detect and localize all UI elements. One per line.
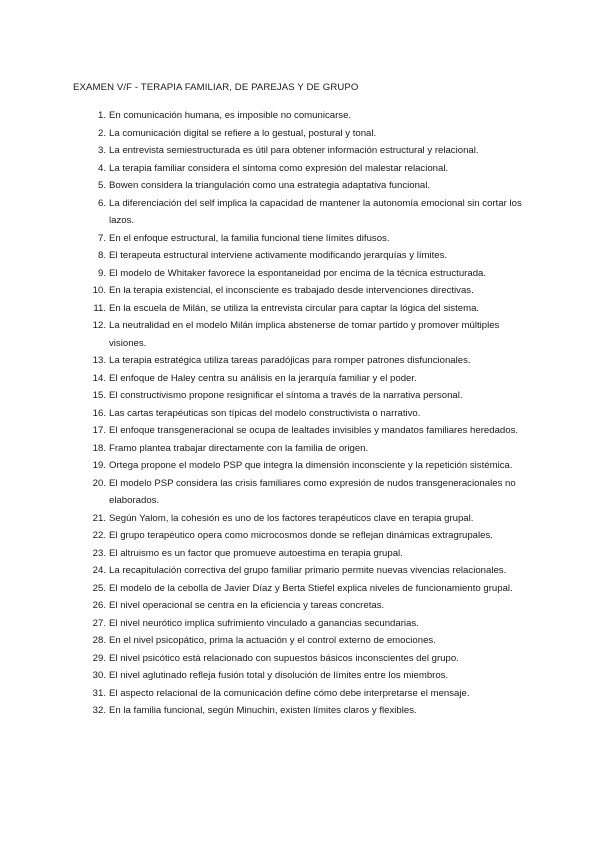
question-text: El enfoque transgeneracional se ocupa de lealtades invisibles y mandatos familiares heredados. (109, 425, 519, 436)
question-text: En el nivel psicopático, prima la actuación y el control externo de emociones. (109, 635, 436, 646)
question-item (0, 510, 600, 528)
question-list (0, 107, 600, 720)
question-number: 9. (97, 267, 106, 279)
question-item (0, 125, 600, 143)
question-text: El nivel aglutinado refleja fusión total y disolución de límites entre los miembros. (109, 670, 449, 681)
question-number: 2. (97, 127, 106, 139)
question-item (0, 387, 600, 405)
question-text: En el enfoque estructural, la familia funcional tiene límites difusos. (109, 232, 390, 244)
question-text: El altruismo es un factor que promueve autoestima en terapia grupal. (109, 547, 403, 559)
question-item (0, 685, 600, 703)
question-text: El nivel operacional se centra en la eficiencia y tareas concretas. (109, 600, 385, 611)
question-text: El enfoque de Haley centra su análisis en la jerarquía familiar y el poder. (109, 372, 417, 384)
question-number: 13. (92, 355, 106, 366)
question-item (0, 615, 600, 633)
question-item (0, 475, 600, 510)
question-item (0, 195, 600, 230)
question-number: 7. (97, 232, 106, 244)
question-text: La terapia familiar considera el síntoma como expresión del malestar relacional. (109, 162, 449, 174)
question-number: 3. (97, 145, 106, 156)
question-text: El nivel psicótico está relacionado con supuestos básicos inconscientes del grupo. (109, 652, 459, 664)
question-item (0, 142, 600, 160)
question-text: En la terapia existencial, el inconsciente es trabajado desde intervenciones directivas. (109, 285, 474, 296)
question-item (0, 580, 600, 598)
question-number: 12. (92, 320, 106, 331)
question-item (0, 300, 600, 318)
question-item (0, 527, 600, 545)
question-number: 1. (97, 110, 106, 121)
question-item (0, 160, 600, 178)
question-number: 8. (97, 250, 106, 261)
question-item (0, 177, 600, 195)
question-number: 21. (92, 512, 106, 524)
question-text: En la escuela de Milán, se utiliza la entrevista circular para captar la lógica del sistema. (109, 302, 480, 314)
question-number: 25. (92, 582, 106, 594)
question-item (0, 265, 600, 283)
question-item (0, 562, 600, 580)
question-number: 10. (92, 285, 106, 296)
question-number: 6. (97, 197, 106, 209)
question-item (0, 667, 600, 685)
question-item (0, 440, 600, 458)
question-number: 30. (92, 670, 106, 681)
question-number: 26. (92, 600, 106, 611)
question-number: 16. (92, 407, 106, 419)
question-text: La terapia estratégica utiliza tareas paradójicas para romper patrones disfuncionales. (109, 355, 471, 366)
question-item (0, 352, 600, 370)
question-number: 28. (92, 635, 106, 646)
question-number: 17. (92, 425, 106, 436)
question-text: Ortega propone el modelo PSP que integra la dimensión inconsciente y la repetición sistémica. (109, 460, 513, 471)
question-item (0, 107, 600, 125)
question-item (0, 632, 600, 650)
question-number: 5. (97, 180, 106, 191)
question-text: La comunicación digital se refiere a lo gestual, postural y tonal. (109, 127, 377, 139)
question-number: 31. (92, 687, 106, 699)
question-number: 29. (92, 652, 106, 664)
question-text: Las cartas terapéuticas son típicas del modelo constructivista o narrativo. (109, 407, 421, 419)
question-text: El modelo PSP considera las crisis familiares como expresión de nudos transgeneracionales no elaborados. (109, 477, 516, 506)
question-text: El terapeuta estructural interviene activamente modificando jerarquías y límites. (109, 250, 448, 261)
question-text: El aspecto relacional de la comunicación define cómo debe interpretarse el mensaje. (109, 687, 470, 699)
question-item (0, 545, 600, 563)
question-item (0, 317, 600, 352)
question-text: Según Yalom, la cohesión es uno de los factores terapéuticos clave en terapia grupal. (109, 512, 474, 524)
question-text: La entrevista semiestructurada es útil para obtener información estructural y relacional. (109, 145, 479, 156)
question-text: La neutralidad en el modelo Milán implica abstenerse de tomar partido y promover múltiples visiones. (109, 320, 500, 349)
question-number: 20. (92, 477, 106, 489)
question-text: La diferenciación del self implica la capacidad de mantener la autonomía emocional sin cortar los lazos. (109, 197, 522, 226)
question-number: 4. (97, 162, 106, 174)
question-number: 11. (93, 302, 106, 314)
question-text: El constructivismo propone resignificar el síntoma a través de la narrativa personal. (109, 390, 463, 401)
question-item (0, 405, 600, 423)
question-number: 32. (92, 705, 106, 716)
question-item (0, 650, 600, 668)
page-title: EXAMEN V/F - TERAPIA FAMILIAR, DE PAREJAS Y DE GRUPO (73, 82, 359, 93)
question-number: 15. (92, 390, 106, 401)
question-item (0, 247, 600, 265)
question-number: 14. (92, 372, 106, 384)
question-number: 27. (92, 617, 106, 629)
question-text: La recapitulación correctiva del grupo familiar primario permite nuevas vivencias relacionales. (109, 565, 507, 576)
question-number: 19. (92, 460, 106, 471)
question-item (0, 282, 600, 300)
question-text: El modelo de Whitaker favorece la espontaneidad por encima de la técnica estructurada. (109, 267, 487, 279)
question-text: Bowen considera la triangulación como una estrategia adaptativa funcional. (109, 180, 431, 191)
question-item (0, 422, 600, 440)
question-text: En la familia funcional, según Minuchin, existen límites claros y flexibles. (109, 705, 417, 716)
question-text: El nivel neurótico implica sufrimiento vinculado a ganancias secundarias. (109, 617, 419, 629)
question-text: El modelo de la cebolla de Javier Díaz y Berta Stiefel explica niveles de funcionamiento grupal. (109, 582, 513, 594)
question-number: 23. (92, 547, 106, 559)
question-item (0, 370, 600, 388)
question-item (0, 597, 600, 615)
question-item (0, 457, 600, 475)
question-text: El grupo terapéutico opera como microcosmos donde se reflejan dinámicas extragrupales. (109, 530, 493, 541)
question-text: Framo plantea trabajar directamente con la familia de origen. (109, 442, 369, 454)
question-number: 22. (92, 530, 106, 541)
question-number: 24. (92, 565, 106, 576)
question-item (0, 702, 600, 720)
question-number: 18. (92, 442, 106, 454)
question-item (0, 230, 600, 248)
question-text: En comunicación humana, es imposible no comunicarse. (109, 110, 352, 121)
